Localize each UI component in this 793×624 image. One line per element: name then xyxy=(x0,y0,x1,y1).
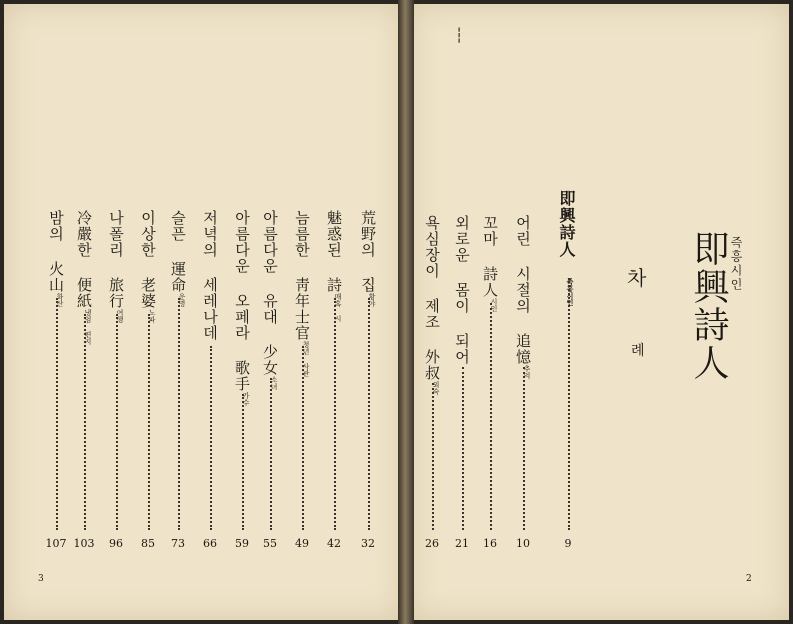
entry-title: 슬픈 運命 xyxy=(169,210,187,293)
book-title: 即興詩人 xyxy=(688,230,729,382)
dot-leader xyxy=(210,346,212,530)
dot-leader xyxy=(242,394,244,530)
entry-title: 冷嚴한 便紙 xyxy=(75,210,93,309)
entry-gloss: 운명 xyxy=(178,293,186,307)
right-entry[interactable] xyxy=(424,215,439,395)
right-entry[interactable] xyxy=(482,215,497,312)
entry-title: 꼬마 詩人 xyxy=(481,215,499,298)
dot-leader xyxy=(148,314,150,530)
entry-gloss: 여행 xyxy=(116,309,124,323)
printer-mark: ┆ xyxy=(455,28,464,44)
entry-title: 외로운 몸이 되어 xyxy=(453,215,471,365)
section-gloss: 즉흥시인 xyxy=(566,278,575,306)
entry-title: 늠름한 靑年士官 xyxy=(293,210,311,341)
toc-heading-char-2: 례 xyxy=(631,343,645,359)
section-entry[interactable] xyxy=(558,190,574,306)
toc-heading-char-1: 차 xyxy=(627,266,647,290)
entry-gloss: 노파 xyxy=(148,309,156,323)
dot-leader xyxy=(116,314,118,530)
dot-leader xyxy=(490,303,492,530)
dot-leader xyxy=(84,314,86,530)
left-folio: 3 xyxy=(38,574,44,584)
entry-title: 저녁의 세레나데 xyxy=(201,210,219,341)
left-entry[interactable] xyxy=(360,210,375,307)
section-leader xyxy=(568,278,570,530)
entry-title: 밤의 火山 xyxy=(47,210,65,293)
left-entry[interactable] xyxy=(108,210,123,323)
dot-leader xyxy=(368,298,370,530)
page-number: 73 xyxy=(171,537,185,550)
page-number: 16 xyxy=(483,537,497,550)
book-title-gloss: 즉흥시인 xyxy=(729,236,743,292)
dot-leader xyxy=(334,298,336,530)
entry-gloss: 매혹 시 xyxy=(334,293,342,322)
dot-leader xyxy=(523,367,525,530)
dot-leader xyxy=(432,383,434,530)
page-number: 26 xyxy=(425,537,439,550)
left-entry[interactable] xyxy=(234,210,249,406)
page-number: 10 xyxy=(516,537,530,550)
page-number: 103 xyxy=(73,537,95,550)
entry-title: 어린 시절의 追憶 xyxy=(514,215,532,365)
left-entry[interactable] xyxy=(140,210,155,323)
page-number: 85 xyxy=(141,537,155,550)
right-entry[interactable] xyxy=(454,215,469,365)
page-number: 42 xyxy=(327,537,341,550)
section-page-number: 9 xyxy=(564,537,572,550)
page-number: 59 xyxy=(235,537,249,550)
entry-gloss: 청년 사관 xyxy=(302,341,310,377)
dot-leader xyxy=(178,298,180,530)
entry-gloss: 황야 xyxy=(368,293,376,307)
left-entry[interactable] xyxy=(48,210,63,307)
entry-gloss: 시인 xyxy=(490,298,498,312)
entry-gloss: 소녀 xyxy=(270,376,278,390)
dot-leader xyxy=(302,346,304,530)
page-number: 55 xyxy=(263,537,277,550)
entry-title: 魅惑된 詩 xyxy=(325,210,343,293)
page-number: 96 xyxy=(109,537,123,550)
left-entry[interactable] xyxy=(262,210,277,390)
entry-gloss: 가수 xyxy=(242,392,250,406)
right-folio: 2 xyxy=(746,574,752,584)
entry-title: 이상한 老婆 xyxy=(139,210,157,309)
left-entry[interactable] xyxy=(202,210,217,341)
entry-title: 나폴리 旅行 xyxy=(107,210,125,309)
entry-gloss: 추억 xyxy=(523,365,531,379)
book-gutter xyxy=(398,0,414,624)
page-number: 107 xyxy=(45,537,67,550)
entry-title: 아름다운 오페라 歌手 xyxy=(233,210,251,392)
section-title: 即興詩人 xyxy=(557,190,576,258)
dot-leader xyxy=(56,298,58,530)
entry-title: 荒野의 집 xyxy=(359,210,377,293)
entry-title: 욕심장이 제조 外叔 xyxy=(423,215,441,381)
entry-gloss: 냉엄 편지 xyxy=(84,309,92,345)
entry-gloss: 화산 xyxy=(56,293,64,307)
right-entry[interactable] xyxy=(515,215,530,379)
entry-gloss: 외숙 xyxy=(432,381,440,395)
page-number: 21 xyxy=(455,537,469,550)
page-number: 66 xyxy=(203,537,217,550)
dot-leader xyxy=(462,367,464,530)
page-number: 49 xyxy=(295,537,309,550)
dot-leader xyxy=(270,378,272,530)
left-entry[interactable] xyxy=(170,210,185,307)
page-number: 32 xyxy=(361,537,375,550)
entry-title: 아름다운 유대 少女 xyxy=(261,210,279,376)
